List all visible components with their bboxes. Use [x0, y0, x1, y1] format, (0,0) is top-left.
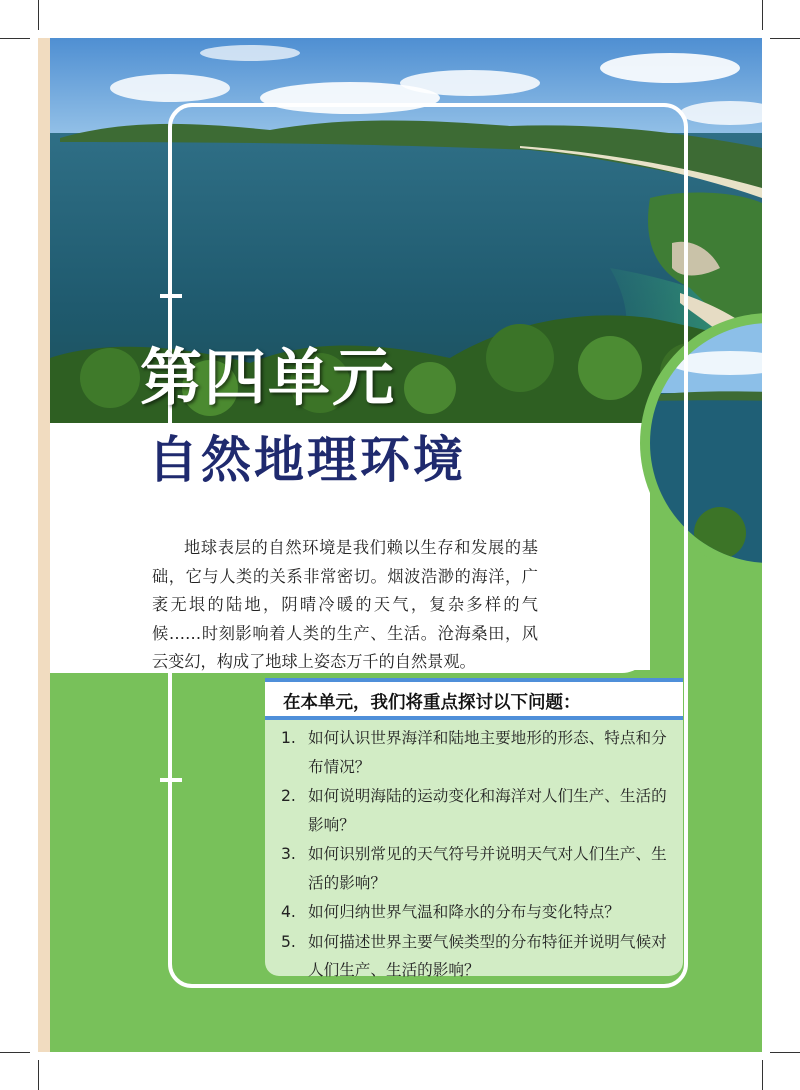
- question-item: [281, 840, 677, 897]
- unit-subtitle: 自然地理环境: [148, 430, 466, 489]
- crop-mark: [0, 38, 30, 39]
- crop-mark: [0, 1052, 30, 1053]
- questions-list: [281, 724, 677, 986]
- frame-tick: [160, 294, 182, 298]
- crop-mark: [762, 1060, 763, 1090]
- crop-mark: [762, 0, 763, 30]
- unit-title: 第四单元: [140, 341, 397, 414]
- question-item: [281, 928, 677, 985]
- crop-mark: [770, 38, 800, 39]
- unit-cover-page: [50, 38, 762, 1052]
- question-number: 3.: [281, 845, 296, 863]
- page-spine: [38, 38, 50, 1052]
- crop-mark: [38, 0, 39, 30]
- question-text: 如何认识世界海洋和陆地主要地形的形态、特点和分布情况？: [308, 729, 667, 776]
- question-number: 4.: [281, 903, 296, 921]
- question-item: [281, 724, 677, 781]
- question-text: 如何说明海陆的运动变化和海洋对人们生产、生活的影响？: [308, 787, 667, 834]
- question-item: [281, 782, 677, 839]
- question-number: 1.: [281, 729, 296, 747]
- frame-tick: [160, 778, 182, 782]
- questions-heading-bar: [265, 678, 683, 720]
- crop-mark: [38, 1060, 39, 1090]
- question-text: 如何归纳世界气温和降水的分布与变化特点？: [308, 903, 620, 921]
- question-text: 如何识别常见的天气符号并说明天气对人们生产、生活的影响？: [308, 845, 667, 892]
- question-number: 5.: [281, 932, 296, 951]
- questions-heading: 在本单元，我们将重点探讨以下问题：: [283, 693, 581, 713]
- question-number: 2.: [281, 787, 296, 805]
- question-item: [281, 898, 677, 927]
- question-text: 如何描述世界主要气候类型的分布特征并说明气候对人们生产、生活的影响？: [308, 932, 667, 979]
- crop-mark: [770, 1052, 800, 1053]
- questions-box: [265, 678, 683, 979]
- intro-paragraph: 地球表层的自然环境是我们赖以生存和发展的基础，它与人类的关系非常密切。烟波浩渺的海洋，广袤无垠的陆地，阴晴冷暖的天气，复杂多样的气候……时刻影响着人类的生产、生活。沧海桑田，风云变幻，构成了地球上姿态万千的自然景观。: [152, 538, 538, 672]
